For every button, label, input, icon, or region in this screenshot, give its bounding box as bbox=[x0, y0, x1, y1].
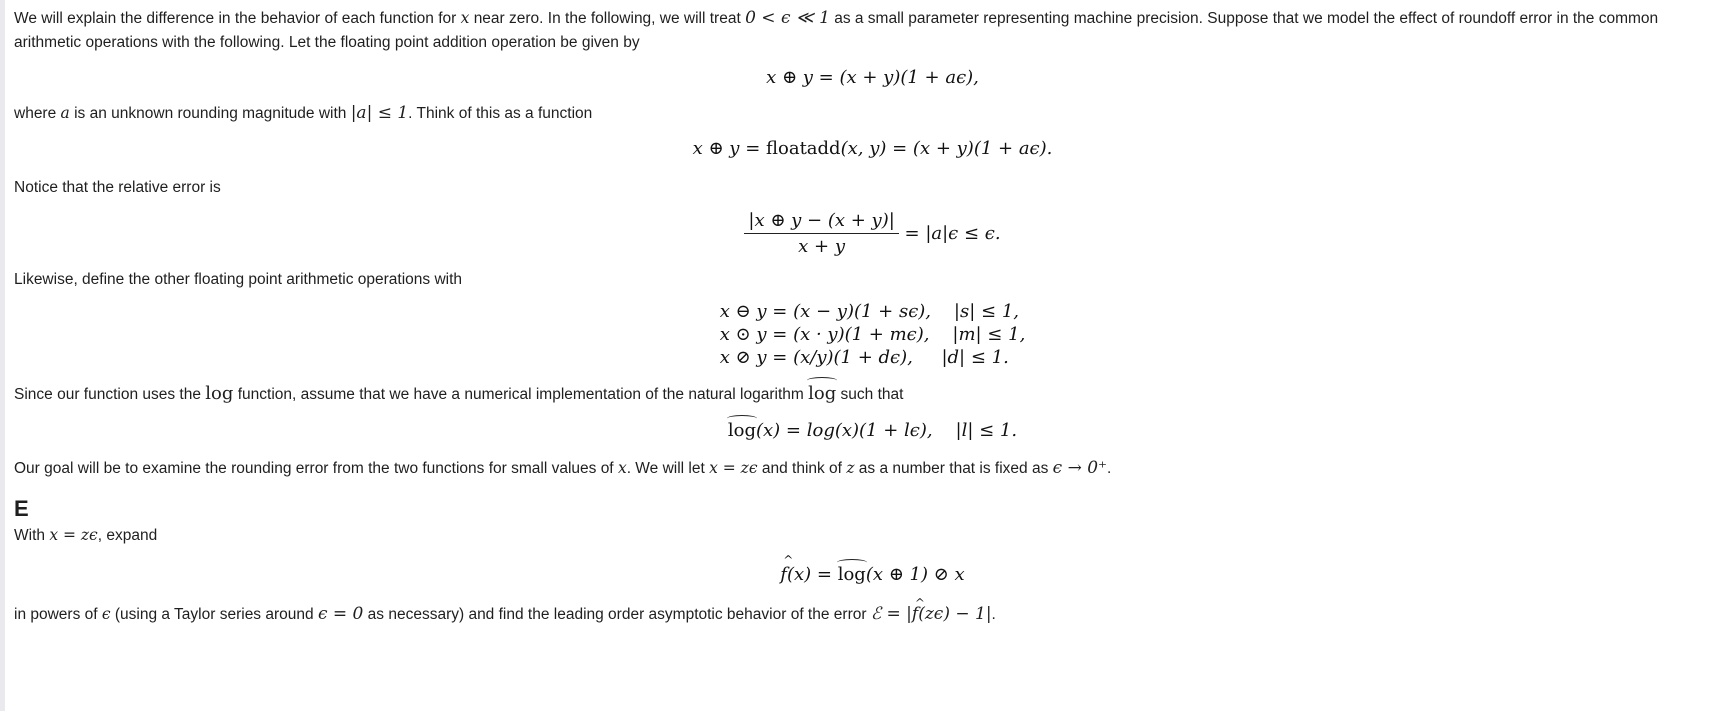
math-x-equals-z-epsilon: x = zϵ bbox=[709, 459, 758, 477]
math-x: x bbox=[617, 459, 627, 477]
section-heading-e: E bbox=[14, 496, 29, 521]
equation-addition: x ⊕ y = (x + y)(1 + aϵ), bbox=[766, 67, 979, 88]
equation-operations bbox=[14, 300, 1731, 369]
math-a: a bbox=[60, 104, 70, 122]
equation-f-hat: ^ f(x) = log(x ⊕ 1) ⊘ x bbox=[14, 564, 1731, 590]
math-epsilon-range: 0 < ϵ ≪ 1 bbox=[745, 8, 830, 28]
equation-relative-error: $\frac{|x \oplus y - (x + y)|}{x + y}$ = |a|ϵ ≤ ϵ. bbox=[14, 210, 1731, 258]
math-x: x bbox=[460, 9, 470, 27]
rounding-magnitude-paragraph: where a is an unknown rounding magnitude with |a| ≤ 1. Think of this as a function bbox=[14, 103, 593, 123]
math-error-definition: ℰ = |^ f(zϵ) − 1| bbox=[871, 604, 992, 624]
math-x-equals-z-epsilon: x = zϵ bbox=[49, 526, 98, 544]
expand-paragraph: With x = zϵ, expand bbox=[14, 526, 158, 544]
multiplication-row: x ⊙ y = (x · y)(1 + mϵ), |m| ≤ 1, bbox=[719, 324, 1026, 345]
other-operations-paragraph: Likewise, define the other floating point arithmetic operations with bbox=[14, 271, 463, 288]
equation-log: log(x) = log(x)(1 + lϵ), |l| ≤ 1. bbox=[727, 420, 1018, 441]
taylor-paragraph: in powers of ϵ (using a Taylor series around ϵ = 0 as necessary) and find the leading order asymptotic behavior of the error ℰ = |^ f(zϵ) − 1|. bbox=[14, 602, 1731, 627]
equation-floatadd: x ⊕ y = floatadd(x, y) = (x + y)(1 + aϵ). bbox=[692, 138, 1053, 159]
math-log-hat: log bbox=[808, 383, 837, 404]
relative-error-paragraph: Notice that the relative error is bbox=[14, 179, 221, 196]
math-log: log bbox=[205, 383, 234, 404]
goal-paragraph: Our goal will be to examine the rounding error from the two functions for small values of x. We will let x = zϵ and think of z as a number that is fixed as ϵ → 0⁺. bbox=[14, 458, 1112, 478]
math-epsilon-limit: ϵ → 0⁺ bbox=[1052, 458, 1108, 478]
math-z: z bbox=[846, 459, 855, 477]
intro-paragraph: We will explain the difference in the behavior of each function for x near zero. In the following, we will treat 0 < ϵ ≪ 1 as a small parameter representing machine precision. Suppose that we model the effect of roundoff error in the common arithmetic operations with the following. Let the floating point addition operation be given by bbox=[14, 8, 1659, 51]
math-epsilon-zero: ϵ = 0 bbox=[317, 604, 364, 624]
math-epsilon: ϵ bbox=[101, 605, 111, 623]
relative-error-fraction: $\frac{|x \oplus y - (x + y)|}{x + y}$ bbox=[744, 210, 898, 257]
log-paragraph: Since our function uses the log function, assume that we have a numerical implementation of the natural logarithm log such that bbox=[14, 383, 904, 404]
math-a-bound: |a| ≤ 1 bbox=[350, 103, 409, 123]
subtraction-row: x ⊖ y = (x − y)(1 + sϵ), |s| ≤ 1, bbox=[719, 301, 1019, 322]
division-row: x ⊘ y = (x/y)(1 + dϵ), |d| ≤ 1. bbox=[719, 347, 1009, 368]
